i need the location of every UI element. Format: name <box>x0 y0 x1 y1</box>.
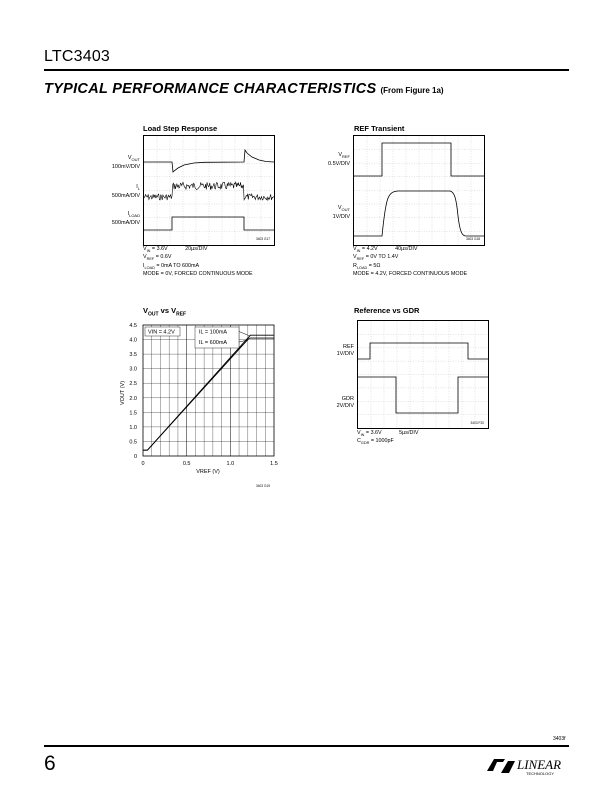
ref-gdr-scope <box>357 320 489 429</box>
y-tick-label: 3.5 <box>129 352 137 359</box>
vin-annotation: VIN = 4.2V <box>148 329 175 336</box>
load-step-label-iload: $I_{LOAD}$ 500mA/DIV <box>111 211 140 226</box>
series-line-1 <box>143 338 274 450</box>
page-number: 6 <box>44 752 56 775</box>
ref-gdr-label-ref: REF 1V/DIV <box>336 344 354 357</box>
x-tick-label: 1.5 <box>270 461 278 467</box>
y-tick-label: 3.0 <box>129 366 137 373</box>
part-number: LTC3403 <box>44 48 111 65</box>
x-tick-label: 1.0 <box>226 461 235 467</box>
y-tick-label: 4.5 <box>129 323 137 329</box>
vout-vref-fig-id: 3403 G19 <box>255 484 270 488</box>
load-step-conditions: $V_{IN} = 3.6V$ 20µs/DIV $V_{REF} = 0.6V$ $I_{LOAD} = 0mA$ TO 600mA MODE = 0V, FORCED CONTINUOUS MODE <box>143 246 253 278</box>
y-tick-label: 1.5 <box>129 410 137 417</box>
y-tick-label: 0.5 <box>129 439 137 446</box>
x-tick-label: 0.5 <box>182 461 191 467</box>
ref-transient-label-vout: $V_{OUT}$ 1V/DIV <box>332 205 350 220</box>
y-axis-label: VOUT (V) <box>120 380 126 406</box>
vout-vref-chart <box>100 318 290 493</box>
footer-rule <box>44 745 569 747</box>
y-tick-label: 2.0 <box>129 395 137 402</box>
section-title <box>44 81 444 97</box>
header-rule <box>44 69 569 71</box>
ref-transient-fig-id: 3403 G18 <box>465 237 480 241</box>
ref-gdr-title: Reference vs GDR <box>354 306 420 315</box>
linear-technology-logo <box>485 755 570 777</box>
ref-transient-conditions: $V_{IN} = 4.2V$ 40µs/DIV $V_{REF} = 0V$ TO 1.4V $R_{LOAD} = 5\Omega$ MODE = 4.2V, FORCED CONTINUOUS MODE <box>353 246 468 278</box>
x-axis-label: VREF (V) <box>196 469 220 475</box>
load-step-label-il: $I_L$ 500mA/DIV <box>111 184 140 199</box>
x-tick-label: 0 <box>141 461 145 467</box>
ref-transient-scope <box>353 135 485 246</box>
load-step-label-vout: $V_{OUT}$ 100mV/DIV <box>111 155 140 170</box>
legend-arrow-100ma <box>239 332 250 337</box>
y-tick-label: 1.0 <box>129 424 137 431</box>
ref-gdr-label-gdr: GDR 2V/DIV <box>336 396 354 409</box>
section-title-text: TYPICAL PERFORMANCE CHARACTERISTICS <box>44 81 377 97</box>
logo-text: LINEAR <box>517 757 562 772</box>
ref-transient-label-vref: $V_{REF}$ 0.5V/DIV <box>327 152 350 167</box>
section-subtitle: (From Figure 1a) <box>380 86 444 95</box>
legend-600ma: IL = 600mA <box>199 340 228 346</box>
y-tick-label: 4.0 <box>129 337 137 344</box>
y-tick-label: 2.5 <box>129 381 137 388</box>
vout-vref-title: $V_{OUT}$ vs $V_{REF}$ <box>143 306 187 318</box>
ref-transient-title: REF Transient <box>354 124 405 133</box>
load-step-fig-id: 3403 G17 <box>255 237 270 241</box>
load-step-title: Load Step Response <box>143 124 218 133</box>
ref-gdr-conditions: $V_{IN} = 3.6V$ 5µs/DIV $C_{GDR} = 1000pF$ <box>357 430 419 446</box>
doc-id: 3403f <box>553 736 566 742</box>
load-step-scope <box>143 135 275 246</box>
logo-subtext: TECHNOLOGY <box>526 771 555 776</box>
ref-gdr-fig-id: 3403 F20 <box>470 421 484 425</box>
legend-100ma: IL = 100mA <box>199 329 228 336</box>
y-tick-label: 0 <box>133 454 137 460</box>
